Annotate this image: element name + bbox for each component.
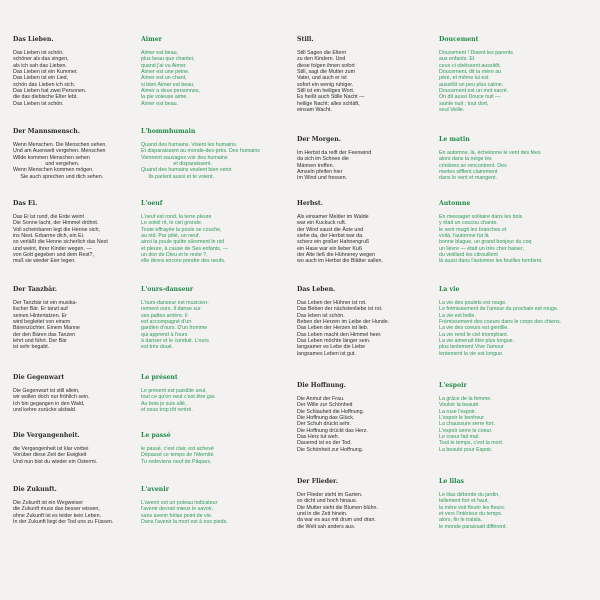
poem-line: die das diebische Elter lebt. xyxy=(13,94,78,101)
poem-line: Still Sagen die Eltern xyxy=(297,50,347,56)
poem-line: schöner als das singen, xyxy=(13,56,69,63)
poem-line: In der Zukunft liegt der Tod uns zu Füssen. xyxy=(13,519,114,526)
poem-line: diese folgen ihnen sofort xyxy=(297,62,355,69)
poem-title: Die Gegenwart xyxy=(13,374,65,381)
poem-title: Le passé xyxy=(141,432,171,439)
poem-line: seinen Hintertatzen. Er xyxy=(13,312,67,319)
poem-line: sainte nuit ; tout dort, xyxy=(439,100,489,107)
poem-line: du vieillard les citrouillent xyxy=(439,252,498,259)
poem-line: Und am Auenwelt vergehen. Menschen xyxy=(13,148,106,155)
poem-title: L'oeuf xyxy=(141,200,163,207)
poem-line: aux enfants. Et xyxy=(439,56,475,63)
poem-line: La beauté pour Espoir. xyxy=(439,446,493,453)
poem-line: Die Hoffnung das Glück. xyxy=(297,415,355,422)
poem-line: L'oeuf est rond, la terre pleure xyxy=(141,214,212,220)
poem-line: Aimer est beau, xyxy=(141,50,179,56)
poem-line: La vie aimerait être plus longue. xyxy=(439,338,515,345)
poem xyxy=(439,136,541,182)
poem-line: einsam Wacht. xyxy=(297,107,332,114)
poem-line: der den Bären das Tanzen xyxy=(13,331,76,338)
poem-line: ses pattes arrière. Il xyxy=(141,312,188,319)
poem xyxy=(439,200,542,265)
poem-line: La vie est belle. xyxy=(439,312,476,319)
poem-line: ceux-ci obéissent aussitôt. xyxy=(439,62,502,69)
poem xyxy=(439,36,513,113)
poem-line: Das Lieben ist schön. xyxy=(13,50,64,56)
poem-line: Viennent sauvages voir des humains xyxy=(141,154,228,161)
poem-line: die Welt sah anders aus. xyxy=(297,523,356,530)
poem-line: war ein Kuckuck ruft. xyxy=(297,220,347,227)
poem-line: alors dans la neige les xyxy=(439,156,492,163)
poem-line: Die Hoffnung drückt das Herz. xyxy=(297,427,368,434)
poem-line: Und nun bist du wieder ein Ostermi. xyxy=(13,458,98,465)
poem-line: Das Leben der Herzen ist lieb. xyxy=(297,325,369,332)
poem-line: Le lilas déborde du jardin, xyxy=(439,492,500,498)
poem-line: siehe da, der Herbst war da. xyxy=(297,233,364,240)
poem-line: Wenn Menschen kommen mögen. xyxy=(13,167,94,174)
poem-line: Vater, und auch er ist xyxy=(297,75,347,82)
poem-title: Doucement xyxy=(439,36,479,43)
poem xyxy=(13,128,107,180)
poem-line: Die Mutter sieht die Blumen blühn. xyxy=(297,504,378,511)
poem-line: Das Lieben ist ein Lied, xyxy=(13,75,69,82)
poem xyxy=(439,382,503,453)
poem-line: est très doué. xyxy=(141,344,174,351)
poem-line: tellement fort et haut, xyxy=(439,498,489,505)
poem-line: Tout le temps, c'est la mort. xyxy=(439,440,504,447)
poem-title: L'hommhumain xyxy=(141,128,196,135)
poem-line: lentement la vie est longue. xyxy=(439,350,504,357)
poem-line: Et disparaissent au monde-des-près. Des humains xyxy=(141,148,260,155)
poem-line: Das Leben macht den Himmel heer. xyxy=(297,331,382,338)
poem-line: L'espoir le bonheur. xyxy=(439,415,486,422)
poem-title: Still. xyxy=(297,36,314,43)
poem-title: Die Vergangenheit. xyxy=(13,432,80,439)
poem-line: Quand des humains veulent bien venir. xyxy=(141,167,233,174)
poem-line: bonne blague, un grand bonjour du coq xyxy=(439,239,532,246)
poem xyxy=(439,286,561,357)
poem-line: merles sifflent clairement xyxy=(439,169,498,176)
poem-line: Frémissement des coeurs dans le corps des chiens. xyxy=(439,319,562,326)
poem-line: lehrt und führt. Der Bär xyxy=(13,338,67,345)
poem-line: Still, sagt die Mutter zum xyxy=(297,69,355,76)
poem-line: La grâce de la femme. xyxy=(439,396,492,402)
poem-line: Das Herz tut weh. xyxy=(297,434,340,441)
poem-line: ins Nest. Erbarme dich, ein Ei. xyxy=(13,233,85,240)
poem-line: Männen treffen. xyxy=(297,162,335,169)
poem-line: Wilde kommen Menschen sehen xyxy=(13,154,90,161)
poem-line: heilige Nacht; alles schläft, xyxy=(297,100,360,107)
poem-line: La vie rend le ciel triomphant. xyxy=(439,331,509,338)
poem-title: L'ours-danseur xyxy=(141,286,194,293)
poem-line: plus lentement Vive l'amour xyxy=(439,344,504,351)
poem-line: die Vergangenheit ist klar vorbei xyxy=(13,446,89,452)
poem-line: die Zukunft muss das besser wissen, xyxy=(13,506,100,513)
poem-line: L'ours-danseur est musicien- xyxy=(141,300,209,306)
poem xyxy=(297,286,389,357)
poem xyxy=(297,136,371,182)
poem-title: Le présent xyxy=(141,374,178,381)
poem-line: dans le vent et mangent. xyxy=(439,175,498,182)
poem-line: alors, fin le tralala. xyxy=(439,517,482,524)
poem-line: et pleure, à cause de Ses enfants, — xyxy=(141,245,229,252)
poem-line: Dépassé ce temps de l'éternité xyxy=(141,452,214,459)
poem xyxy=(13,432,97,465)
poem-line: y était un coucou chante. xyxy=(439,220,498,227)
poem-line: si bien Aimer est beau. xyxy=(141,81,195,88)
poem-line: La vie des coeurs est gentille. xyxy=(439,325,509,332)
poem-line: ist sehr begabt. xyxy=(13,344,50,351)
poem-line: Le présent est paisible seul, xyxy=(141,388,207,394)
poem xyxy=(141,128,260,180)
poem-title: Automne xyxy=(439,200,471,207)
poem-line: le monde paraissait différent. xyxy=(439,523,507,530)
poem-line: Au bois je suis allé, xyxy=(141,400,187,407)
poem-line: et vers l'intérieur du temps. xyxy=(439,511,503,518)
poem-line: Im Herbst da reift der Feenwind xyxy=(297,150,372,156)
poem-line: so verläßt die Henne sicherlich das Nest xyxy=(13,239,108,246)
poem-title: Der Tanzbär. xyxy=(13,286,57,293)
poem-line: voilà, l'automne fut là xyxy=(439,233,489,240)
poem xyxy=(141,432,214,465)
poem-line: muß sie wieder Eier legen. xyxy=(13,258,76,265)
poem-line: scherz ein großer Hahnengruß xyxy=(297,239,370,246)
poem-line: Amseln pfeifen hier xyxy=(297,169,343,176)
poem-line: Aimer a deux personnes, xyxy=(141,88,200,95)
poem-line: wir wollen doch nur fröhlich sein. xyxy=(13,394,90,401)
poem-line: Still ist ein heiliges Wort. xyxy=(297,88,355,95)
poem-line: Die Zukunft ist ein Wegweiser xyxy=(13,500,83,506)
poem-line: Ich bin gegangen in den Wald, xyxy=(13,400,85,407)
poem-line: plus beau que chanter, xyxy=(141,56,195,63)
poem-line: est accompagné d'un xyxy=(141,319,192,326)
poem-line: aussitôt un peu plus calme. xyxy=(439,81,504,88)
poem-line: sans avenir hélas point de vie. xyxy=(141,512,213,519)
poem-line: Beben der Herzen im Leibe der Hunde. xyxy=(297,319,390,326)
poem-line: Der Flieder steht im Garten. xyxy=(297,492,363,498)
poem-title: L'espoir xyxy=(439,382,467,389)
poem-line: Die Gegenwart ist still allein, xyxy=(13,388,80,394)
poem-line: La chaussure serre fort. xyxy=(439,421,495,428)
poem-line: Das Ei ist rund, die Erde weint xyxy=(13,214,84,220)
poem-line: là aussi dans l'automne les feuilles tombent. xyxy=(439,258,543,265)
poem-line: à danser et le conduit. L'ours xyxy=(141,338,209,345)
poem xyxy=(141,286,209,351)
poem-line: Le soleil rit, le ciel gronde. xyxy=(141,220,203,227)
poem-title: La vie xyxy=(439,286,460,293)
poem-line: gardien d'ours. D'un homme xyxy=(141,325,208,332)
poem-line: Die Schlauheit die Hoffnung. xyxy=(297,408,365,415)
poem-line: schön das Lieben ich sich. xyxy=(13,81,76,88)
poem-title: Le lilas xyxy=(439,478,464,485)
poem-line: qui apprend à l'ours xyxy=(141,331,188,338)
poem-line: Die Anmut der Frau. xyxy=(297,396,345,402)
poem xyxy=(13,200,108,265)
poem-line: la pie voleuse aime. xyxy=(141,94,188,101)
poem xyxy=(13,486,113,525)
poem-line: au nid. Par pitié, un oeuf. xyxy=(141,233,200,240)
poem-line: Aimer est un chant, xyxy=(141,75,187,82)
poem-line: Ils parlent aussi et te voient. xyxy=(141,173,215,180)
poem-line: La vie des poulets est rouge. xyxy=(439,300,507,306)
poem-line: Vorüber diese Zeit der Ewigkeit xyxy=(13,452,87,459)
poem xyxy=(141,486,228,525)
poem-line: von Gott gegeben und dem Rest?, xyxy=(13,252,94,259)
poem-line: Doucement, dit la mère au xyxy=(439,69,502,76)
poem-line: da war es aus mit drum und dran. xyxy=(297,517,376,524)
poem-line: Aimer est beau. xyxy=(141,100,179,107)
poem xyxy=(13,286,80,351)
poem-line: quand j'ai vu Aimer. xyxy=(141,62,187,69)
poem-line: und vergehen. xyxy=(13,161,80,168)
poem-line: sofort ein wenig ruhiger. xyxy=(297,81,354,88)
poem-line: der Alte ließ die Hühnerey wegen xyxy=(297,252,376,259)
poem-line: und in die Zeit hinein. xyxy=(297,511,348,518)
poem-title: Das Leben. xyxy=(297,286,336,293)
poem-line: Das Leben möchte länger sein. xyxy=(297,338,371,345)
poem-line: le vent mugit les branches et xyxy=(439,226,507,233)
poem-line: nement ours. Il danse sur xyxy=(141,306,201,313)
poem-line: Bärenzüchter. Einem Manne xyxy=(13,325,80,332)
poem xyxy=(297,382,368,453)
poem-title: Aimer xyxy=(141,36,162,43)
poem xyxy=(141,36,200,107)
poem-line: On dit aussi Douce nuit — xyxy=(439,94,501,101)
poem-line: und kehre zurücke alsbald. xyxy=(13,407,77,414)
poem-line: Das Leben der Hühner ist rot. xyxy=(297,300,367,306)
poem-line: un lièvre — était un très cher baiser, xyxy=(439,245,524,252)
poem-line: da sich im Schnee die xyxy=(297,156,349,163)
poem-title: Das Lieben. xyxy=(13,36,54,43)
poem-line: Das Lieben ist schön. xyxy=(13,100,64,107)
poem-line: Toute effrayée la poule se couche, xyxy=(141,226,222,233)
poem-line: En messager solitaire dans les bois xyxy=(439,214,523,220)
poem-line: et disparaissent. xyxy=(141,161,212,168)
poem-line: En automne, là, échelonne le vent des fées xyxy=(439,150,541,156)
poem-title: Die Hoffnung. xyxy=(297,382,346,389)
poem-line: l'avenir devrait mieux le savoir, xyxy=(141,506,213,513)
poem-title: Das Ei. xyxy=(13,200,38,207)
poem-line: ein Hase war ein lieber Kuß xyxy=(297,245,363,252)
poem-line: seul Veille. xyxy=(439,107,465,114)
poem-title: L'avenir xyxy=(141,486,169,493)
poem-line: Die Schönheit zur Hoffnung. xyxy=(297,446,364,453)
poem-line: Aimer est une peine. xyxy=(141,69,190,76)
poem-line: elle devra encore pondre des oeufs. xyxy=(141,258,226,265)
poem xyxy=(297,478,378,530)
poem-line: Vouloir la beauté xyxy=(439,402,479,409)
poem-line: als ich sah das Lieben. xyxy=(13,62,67,69)
poem xyxy=(13,374,90,413)
poem-title: Le matin xyxy=(439,136,470,143)
poem-line: langsames Leben ist gut. xyxy=(297,350,356,357)
poem xyxy=(141,374,215,413)
poem-line: Die Sonne lacht, der Himmel dröhnt. xyxy=(13,220,99,227)
poem-line: la mère voit fleurir les fleurs. xyxy=(439,504,506,511)
poem-line: un don de Dieu et le reste ?, xyxy=(141,252,208,259)
poem-line: Sie auch sprechen und dich sehen. xyxy=(13,173,104,180)
poem-line: Tu redeviens oeuf de Pâques. xyxy=(141,458,212,465)
poem-line: Doucement est un mot sacré. xyxy=(439,88,509,95)
poem-line: und weint, Ihrer Kinder wegen, — xyxy=(13,245,92,252)
poem-line: so dicht und hoch hinaus. xyxy=(297,498,358,505)
poem-line: Quand des humains. Voient les humains. xyxy=(141,142,238,148)
poem-line: tout ce qu'on veut c'est être gai. xyxy=(141,394,216,401)
poem-line: Le frémissement de l'amour du prochain est rouge. xyxy=(439,306,559,313)
poem-line: Der Tanzbär ist ein musika- xyxy=(13,300,78,306)
poem-line: Le coeur fait mal. xyxy=(439,434,480,441)
poem-title: Die Zukunft. xyxy=(13,486,57,493)
poem-line: Der Wille zur Schönheit xyxy=(297,402,353,409)
poem-line: ainsi la poule quitte sûrement le nid xyxy=(141,239,225,246)
poem-line: Im Wind und fressen. xyxy=(297,175,348,182)
poem-line: Voll scheinbaren legt die Henne sich, xyxy=(13,226,100,233)
poem-line: Der Schuh drückt sehr. xyxy=(297,421,351,428)
poem xyxy=(297,36,364,113)
poem-line: langsamer es Lebe die Liebe xyxy=(297,344,366,351)
poem-line: Doucement ! Disent les parents xyxy=(439,50,513,56)
poem-line: La ruse l'espoir. xyxy=(439,408,476,415)
poem-line: père, et même lui est xyxy=(439,75,489,82)
poem-line: le passé, c'est clair, est achevé xyxy=(141,446,214,452)
poem-line: Wenn Menschen. Die Menschen sehen. xyxy=(13,142,107,148)
poem-line: zu den Kindern. Und xyxy=(297,56,346,63)
poem-line: Dans l'avenir la mort est à nos pieds. xyxy=(141,519,228,526)
poem-line: Als einsamer Melder im Walde xyxy=(297,214,369,220)
poem-line: Das Lieben ist ein Kummer. xyxy=(13,69,78,76)
poem-title: Der Mannsmensch. xyxy=(13,128,80,135)
poem-line: et sous trop tôt rentré. xyxy=(141,407,193,414)
poem xyxy=(141,200,228,265)
poem-line: Das Beben der nächstenliebe ist rot. xyxy=(297,306,383,313)
poem-line: wird begleitet von einem xyxy=(13,319,71,326)
poem-line: der Wind saust die Äste und xyxy=(297,226,364,233)
poem-line: Das Lieben hat zwei Personen. xyxy=(13,88,87,95)
poem-line: L'avenir est un poteau indicateur xyxy=(141,500,218,506)
poem-title: Der Flieder. xyxy=(297,478,338,485)
poem-line: L'espoir serre le coeur. xyxy=(439,427,493,434)
poem xyxy=(13,36,86,107)
poem xyxy=(439,478,507,530)
poem xyxy=(297,200,383,265)
poem-line: Es heißt auch Stille Nacht — xyxy=(297,94,365,101)
poem-line: ohne Zukunft ist es leider kein Leben. xyxy=(13,512,102,519)
poem-line: Das leben ist schön. xyxy=(297,312,345,319)
poem-line: crinières se rencontrent. Des xyxy=(439,162,507,169)
poem-line: Dauernd ist es der Tod. xyxy=(297,440,352,447)
poem-line: lischer Bär. Er tanzt auf xyxy=(13,306,68,313)
poem-line: wo auch im Herbst die Blätter sallen. xyxy=(297,258,383,265)
poem-title: Herbst. xyxy=(297,200,323,207)
poem-title: Der Morgen. xyxy=(297,136,341,143)
